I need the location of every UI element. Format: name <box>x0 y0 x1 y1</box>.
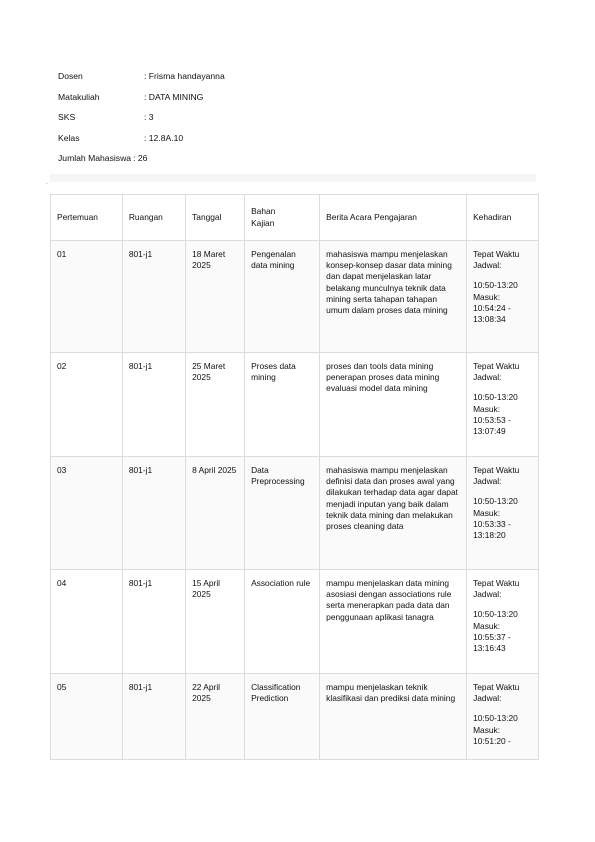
cell-kehadiran <box>467 674 539 760</box>
table-header-row <box>51 195 539 241</box>
info-label: Dosen <box>58 71 83 81</box>
cell-kehadiran <box>467 353 539 457</box>
table-row <box>51 457 539 570</box>
cell-berita-acara: mahasiswa mampu menjelaskan definisi data dan proses awal yang dilakukan terhadap data agar dapat menjadi inputan yang baik dalam teknik data mining dan melakukan proses cleaning data <box>320 457 467 570</box>
cell-tanggal: 22 April 2025 <box>186 674 245 760</box>
kehadiran-masuk: 10:53:33 - 13:18:20 <box>473 518 511 541</box>
kehadiran-masuk-label: Masuk: <box>473 291 501 302</box>
cell-berita-acara: mahasiswa mampu menjelaskan konsep-konsep dasar data mining dan dapat menjelaskan latar belakang munculnya teknik data mining serta tahapan tahapan umum dalam proses data mining <box>320 241 467 353</box>
info-row-kelas <box>58 133 225 154</box>
cell-bahan-kajian: Data Preprocessing <box>245 457 320 570</box>
cell-kehadiran <box>467 241 539 353</box>
cell-bahan-kajian: Pengenalan data mining <box>245 241 320 353</box>
table-row <box>51 570 539 674</box>
kehadiran-masuk: 10:53:53 - 13:07:49 <box>473 414 511 437</box>
table-row <box>51 674 539 760</box>
kehadiran-status: Tepat Waktu Jadwal: <box>473 361 520 383</box>
cell-tanggal: 25 Maret 2025 <box>186 353 245 457</box>
header-tanggal: Tanggal <box>186 195 245 241</box>
header-berita-acara: Berita Acara Pengajaran <box>320 195 467 241</box>
info-value: : 12.8A.10 <box>144 132 184 143</box>
info-row-matakuliah <box>58 92 225 113</box>
info-label: SKS <box>58 112 76 122</box>
kehadiran-jadwal: 10:50-13:20 <box>473 713 518 724</box>
cell-pertemuan: 01 <box>51 241 123 353</box>
cell-bahan-kajian: Classification Prediction <box>245 674 320 760</box>
header-ruangan: Ruangan <box>122 195 185 241</box>
info-row-dosen <box>58 71 225 92</box>
divider-stripe <box>50 174 536 182</box>
cell-pertemuan: 03 <box>51 457 123 570</box>
cell-pertemuan: 02 <box>51 353 123 457</box>
cell-ruangan: 801-j1 <box>122 674 185 760</box>
cell-kehadiran <box>467 570 539 674</box>
cell-pertemuan: 05 <box>51 674 123 760</box>
kehadiran-masuk: 10:51:20 - <box>473 735 511 746</box>
info-label: Matakuliah <box>58 91 100 102</box>
kehadiran-status: Tepat Waktu Jadwal: <box>473 578 520 600</box>
kehadiran-jadwal: 10:50-13:20 <box>473 496 518 507</box>
kehadiran-status: Tepat Waktu Jadwal: <box>473 682 520 704</box>
cell-ruangan: 801-j1 <box>122 570 185 674</box>
header-kehadiran: Kehadiran <box>467 195 539 241</box>
kehadiran-masuk: 10:55:37 - 13:16:43 <box>473 631 511 654</box>
table-row <box>51 353 539 457</box>
info-label: Jumlah Mahasiswa <box>58 153 132 163</box>
info-value: : 3 <box>144 112 154 122</box>
cell-ruangan: 801-j1 <box>122 241 185 353</box>
cell-bahan-kajian: Association rule <box>245 570 320 674</box>
kehadiran-masuk-label: Masuk: <box>473 620 501 631</box>
cell-berita-acara: mampu menjelaskan data mining asosiasi dengan associations rule serta menerapkan pada data dan penggunaan aplikasi tanagra <box>320 570 467 674</box>
cell-kehadiran <box>467 457 539 570</box>
kehadiran-jadwal: 10:50-13:20 <box>473 280 518 291</box>
cell-bahan-kajian: Proses data mining <box>245 353 320 457</box>
info-row-jumlah-mahasiswa <box>58 153 225 174</box>
attendance-table <box>50 194 539 760</box>
cell-ruangan: 801-j1 <box>122 457 185 570</box>
kehadiran-masuk: 10:54:24 - 13:08:34 <box>473 302 511 325</box>
header-pertemuan: Pertemuan <box>51 195 123 241</box>
cell-berita-acara: mampu menjelaskan teknik klasifikasi dan prediksi data mining <box>320 674 467 760</box>
separator-dot: . <box>46 180 48 186</box>
kehadiran-status: Tepat Waktu Jadwal: <box>473 465 520 487</box>
cell-pertemuan: 04 <box>51 570 123 674</box>
kehadiran-masuk-label: Masuk: <box>473 724 501 735</box>
kehadiran-jadwal: 10:50-13:20 <box>473 392 518 403</box>
cell-berita-acara: proses dan tools data mining penerapan proses data mining evaluasi model data mining <box>320 353 467 457</box>
cell-tanggal: 15 April 2025 <box>186 570 245 674</box>
table-row <box>51 241 539 353</box>
cell-tanggal: 8 April 2025 <box>186 457 245 570</box>
info-label: Kelas <box>58 132 80 143</box>
info-value: : 26 <box>133 153 148 163</box>
kehadiran-masuk-label: Masuk: <box>473 507 501 518</box>
info-row-sks <box>58 112 225 133</box>
course-info <box>58 71 225 174</box>
kehadiran-masuk-label: Masuk: <box>473 403 501 414</box>
kehadiran-status: Tepat Waktu Jadwal: <box>473 249 520 271</box>
info-value: : Frisma handayanna <box>144 71 225 81</box>
kehadiran-jadwal: 10:50-13:20 <box>473 609 518 620</box>
header-bahan-kajian: Bahan Kajian <box>245 195 320 241</box>
cell-ruangan: 801-j1 <box>122 353 185 457</box>
cell-tanggal: 18 Maret 2025 <box>186 241 245 353</box>
info-value: : DATA MINING <box>144 91 204 102</box>
